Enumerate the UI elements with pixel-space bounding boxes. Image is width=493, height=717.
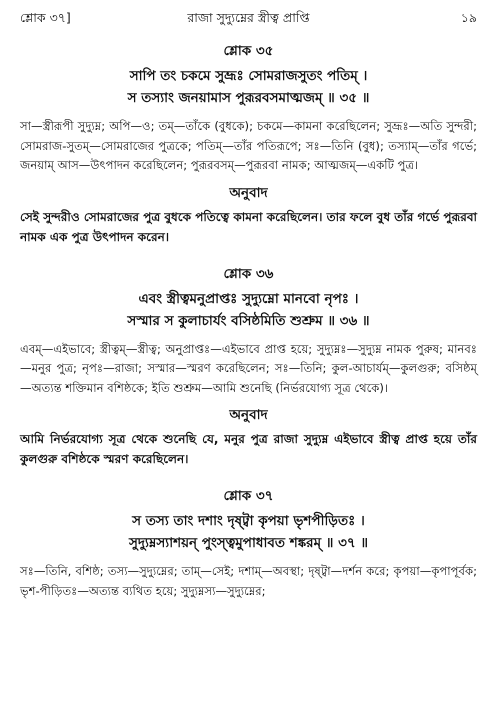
translation-heading: অনুবাদ — [229, 184, 268, 201]
verse-heading: শ্লোক ৩৭ — [223, 488, 274, 504]
verse-line: স তস্য তাং দশাং দৃষ্ট্বা কৃপয়া ভৃশপীড়িতঃ । — [132, 513, 365, 529]
translation-text: সেই সুন্দরীও সোমরাজের পুত্র বুধকে পতিত্বে কামনা করেছিলেন। তার ফলে বুধ তাঁর গর্ভে পুরূরবা নামক এক পুত্র উৎপাদন করেন। — [20, 209, 477, 244]
verse-heading: শ্লোক ৩৫ — [223, 43, 274, 59]
verse-line: সাপি তং চকমে সুভ্রূঃ সোমরাজসুতং পতিম্ । — [129, 68, 368, 84]
running-header — [20, 10, 477, 34]
verse-line: এবং স্ত্রীত্বমনুপ্রাপ্তঃ সুদ্যুম্নো মানবো নৃপঃ । — [138, 290, 359, 307]
translation-text: আমি নির্ভরযোগ্য সূত্র থেকে শুনেছি যে, মনুর পুত্র রাজা সুদ্যুম্ন এইভাবে স্ত্রীত্ব প্রাপ্ত হয়ে তাঁর কুলগুরু বশিষ্ঠকে স্মরণ করেছিলেন। — [20, 432, 477, 466]
word-meanings: সা—স্ত্রীরূপী সুদ্যুম্ন; অপি—ও; তম্—তাঁকে (বুধকে); চকমে—কামনা করেছিলেন; সুভ্রূঃ—অতি সুন্দরী; সোমরাজ-সুতম্—সোমরাজের পুত্রকে; পতিম্—তাঁর পতিরূপে; সঃ—তিনি (বুধ); তস্যাম্—তাঁর গর্ভে; জনয়াম্ আস—উৎপাদন করেছিলেন; পুরূরবসম্—পুরূরবা নামক; আত্মজম্—একটি পুত্র। — [20, 119, 477, 172]
word-meanings: সঃ—তিনি, বশিষ্ঠ; তস্য—সুদ্যুম্নের; তাম্—সেই; দশাম্—অবস্থা; দৃষ্ট্বা—দর্শন করে; কৃপয়া—কৃপাপূর্বক; ভৃশ-পীড়িতঃ—অত্যন্ত ব্যথিত হয়ে; সুদ্যুম্নস্য—সুদ্যুম্নের; — [20, 564, 477, 598]
verse-section-36 — [20, 263, 477, 470]
translation-heading: অনুবাদ — [229, 407, 268, 423]
verse-line: স তস্যাং জনয়ামাস পুরূরবসমাত্মজম্ ॥ ৩৫ ॥ — [127, 90, 370, 106]
verse-section-35 — [20, 40, 477, 247]
word-meanings: এবম্—এইভাবে; স্ত্রীত্বম্—স্ত্রীত্ব; অনুপ্রাপ্তঃ—এইভাবে প্রাপ্ত হয়ে; সুদ্যুম্নঃ—সুদ্যুম্ন নামক পুরুষ; মানবঃ—মনুর পুত্র; নৃপঃ—রাজা; সস্মার—স্মরণ করেছিলেন; সঃ—তিনি; কুল-আচার্যম্—কুলগুরু; বসিষ্ঠম্—অত্যন্ত শক্তিমান বশিষ্ঠকে; ইতি শুশ্রুম—আমি শুনেছি (নির্ভরযোগ্য সূত্র থেকে)। — [20, 341, 477, 395]
page-number: ১৯ — [460, 10, 477, 25]
header-chapter-title: রাজা সুদ্যুম্নের স্ত্রীত্ব প্রাপ্তি — [187, 10, 310, 25]
verse-heading: শ্লোক ৩৬ — [223, 265, 274, 282]
verse-line: সস্মার স কুলাচার্যং বসিষ্ঠমিতি শুশ্রুম ॥ ৩৬ ॥ — [127, 312, 370, 329]
header-verse-ref: শ্লোক ৩৭] — [20, 10, 71, 25]
verse-line: সুদ্যুম্নস্যাশয়ন্ পুংস্ত্বমুপাধাবত শঙ্করম্ ॥ ৩৭ ॥ — [128, 535, 368, 551]
verse-section-37 — [20, 485, 477, 601]
